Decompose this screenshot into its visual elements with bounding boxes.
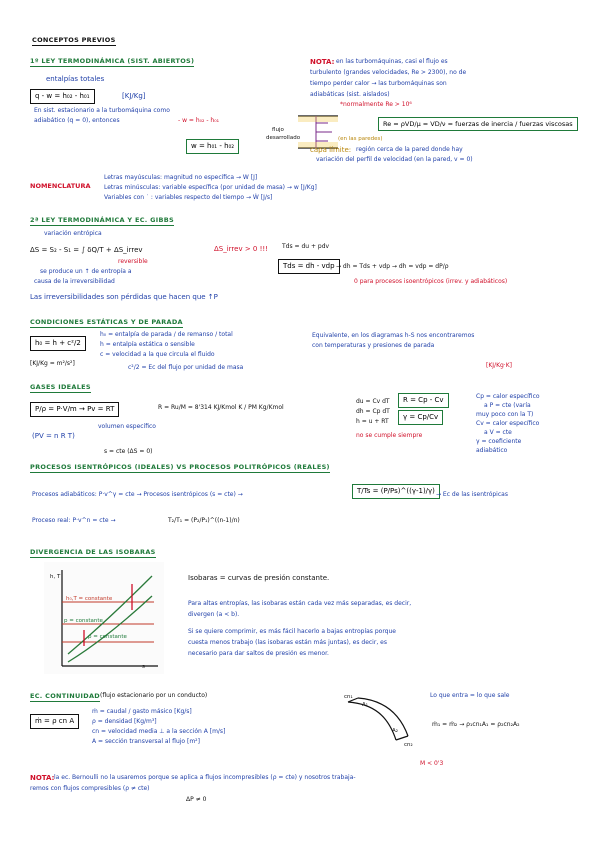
cp-2: a P = cte (varía: [484, 402, 531, 409]
no-cumple: no se cumple siempre: [356, 432, 423, 439]
diagram-xlabel: s: [142, 664, 145, 670]
normal-re: *normalmente Re > 10⁶: [340, 101, 412, 108]
capa-text-1: región cerca de la pared donde hay: [356, 146, 463, 153]
irrev-note-2: causa de la irreversibilidad: [34, 278, 115, 285]
s3-def-1: h₀ = entalpía de parada / de remanso / total: [100, 331, 233, 338]
cp-1: Cp = calor específico: [476, 393, 540, 400]
section-5-heading: PROCESOS ISENTRÓPICOS (IDEALES) VS PROCESOS POLITRÓPICOS (REALES): [30, 463, 330, 473]
cp-unit: [KJ/Kg·K]: [486, 362, 512, 369]
capa-label: capa límite:: [310, 146, 352, 154]
mach-limit: M < 0'3: [420, 760, 444, 767]
mass-balance-eq: ṁ₁ = ṁ₂ → ρ₁cn₁A₁ = ρ₂cn₂A₂: [432, 721, 520, 728]
isobaras-def: Isobaras = curvas de presión constante.: [188, 574, 330, 582]
dh-eq-ideal: dh = Cp dT: [356, 408, 390, 415]
continuity-eq: ṁ = ρ cn A: [30, 714, 79, 729]
adiabatic-process: Procesos adiabáticos: P·v^γ = cte → Procesos isentrópicos (s = cte) →: [32, 491, 243, 498]
nota-2-line-2: remos con flujos compresibles (ρ ≠ cte): [30, 785, 150, 792]
nota-label: NOTA:: [310, 58, 335, 66]
du-eq: du = Cv dT: [356, 398, 390, 405]
cont-def-4: A = sección transversal al flujo [m²]: [92, 738, 200, 745]
para-1: Para altas entropías, las isobaras están cada vez más separadas, es decir,: [188, 600, 412, 607]
si-3: necesario para dar saltos de presión es menor.: [188, 650, 329, 657]
cont-def-2: ρ = densidad [Kg/m³]: [92, 718, 157, 725]
desarrollado-label: desarrollado: [266, 135, 301, 141]
gamma-box: γ = Cp/Cv: [398, 410, 443, 425]
diagram-p-label: p = constante: [88, 634, 127, 640]
delta-p: ΔP ≠ 0: [186, 796, 207, 803]
entalpias-label: entalpías totales: [46, 75, 105, 83]
s1-note-1: En sist. estacionario a la turbomáquina como: [34, 107, 170, 114]
diagram-ylabel: h, T: [50, 574, 61, 580]
section-7-heading: EC. CONTINUIDAD: [30, 692, 100, 702]
reynolds-eq: Re = ρVD/μ = VD/ν = fuerzas de inercia / fuerzas viscosas: [378, 117, 578, 131]
section-6-heading: DIVERGENCIA DE LAS ISOBARAS: [30, 548, 156, 558]
section-4-heading: GASES IDEALES: [30, 383, 91, 393]
tds-eq-2: Tds = dh - vdp: [278, 259, 340, 274]
s1-note-2: adiabático (q = 0), entonces: [34, 117, 120, 124]
diagram-p-label-2: p = constante: [64, 618, 103, 624]
pipe-profile-diagram: [298, 114, 338, 150]
dh-eq: → dh = Tds + vdp → dh = vdp = dP/ρ: [336, 263, 449, 270]
hs-diagram: [44, 562, 164, 674]
ds-irrev-positive: ΔS_irrev > 0 !!!: [214, 245, 269, 253]
loque-entra: Lo que entra = lo que sale: [430, 692, 510, 699]
cp-3: muy poco con la T): [476, 411, 534, 418]
nota-2-line-1: la ec. Bernoulli no la usaremos porque se aplica a flujos incompresibles (ρ = cte) y nosotros trabaja-: [54, 774, 356, 781]
continuity-sub: (flujo estacionario por un conducto): [100, 692, 208, 699]
nota-line-1: en las turbomáquinas, casi el flujo es: [336, 58, 448, 65]
nomen-line-2: Letras minúsculas: variable específica (por unidad de masa) → w [J/Kg]: [104, 184, 317, 191]
s1-minus-eq: - w = h₀₂ - h₀₁: [178, 117, 220, 124]
s3-def-3: c = velocidad a la que circula el fluido: [100, 351, 215, 358]
paredes-label: (en las paredes): [338, 136, 383, 142]
section-2-heading: 2ª LEY TERMODINÁMICA Y EC. GIBBS: [30, 216, 174, 226]
para-2: divergen (a < b).: [188, 611, 240, 618]
r-cp-cv-box: R = Cp - Cv: [398, 393, 449, 408]
reversible-label: reversible: [118, 258, 148, 265]
page-title: CONCEPTOS PREVIOS: [32, 36, 116, 46]
si-2: cuesta menos trabajo (las isobaras están más juntas), es decir, es: [188, 639, 387, 646]
nota-line-4: adiabáticas (sist. aislados): [310, 91, 390, 98]
variacion-label: variación entrópica: [44, 230, 102, 237]
s3-def-4: c²/2 = Ec del flujo por unidad de masa: [128, 364, 244, 371]
stagnation-eq: h₀ = h + c²/2: [30, 336, 86, 351]
isentropic-zero-note: 0 para procesos isoentrópicos (irrev. y adiabáticos): [354, 278, 508, 285]
r-eq: R = Ru/M = 8'314 KJ/Kmol K / PM Kg/Kmol: [158, 404, 284, 411]
nota-line-3: tiempo perder calor → las turbomáquinas son: [310, 80, 447, 87]
nota-2-label: NOTA:: [30, 774, 55, 782]
nota-line-2: turbulento (grandes velocidades, Re > 2300), no de: [310, 69, 467, 76]
isentropic-eq: T/Ts = (P/Ps)^((γ-1)/γ): [352, 484, 440, 499]
entropy-eq: ΔS = S₂ - S₁ = ∫ δQ/T + ΔS_irrev: [30, 246, 143, 254]
cont-def-3: cn = velocidad media ⊥ a la sección A [m/s]: [92, 728, 226, 735]
h-eq: h = u + RT: [356, 418, 389, 425]
equiv-1: Equivalente, en los diagramas h-S nos encontraremos: [312, 332, 475, 339]
duct-cn2: cn₂: [404, 742, 413, 748]
duct-diagram: [344, 696, 414, 746]
isentropic-end: → Ec de las isentrópicas: [436, 491, 508, 498]
equiv-2: con temperaturas y presiones de parada: [312, 342, 435, 349]
cv-1: Cv = calor específico: [476, 420, 540, 427]
gamma-2: adiabático: [476, 447, 508, 454]
first-law-eq: q - w = h₀₂ - h₀₁: [30, 89, 95, 104]
section-1-heading: 1º LEY TERMODINÁMICA (SIST. ABIERTOS): [30, 57, 194, 67]
s-cte: s = cte (ΔS = 0): [104, 448, 153, 455]
cv-2: a V = cte: [484, 429, 512, 436]
work-boxed-eq: w = h₀₁ - h₀₂: [186, 139, 239, 154]
nomen-line-3: Variables con ˙ : variables respecto del tiempo → Ẇ [J/s]: [104, 194, 273, 201]
section-3-heading: CONDICIONES ESTÁTICAS Y DE PARADA: [30, 318, 183, 328]
tds-eq-1: Tds = du + pdv: [282, 243, 330, 250]
diagram-ho-label: h₀,T = constante: [66, 596, 113, 602]
ideal-gas-eq: P/ρ = P·V/m → Pv = RT: [30, 402, 119, 417]
nomen-heading: NOMENCLATURA: [30, 182, 91, 190]
capa-text-2: variación del perfil de velocidad (en la pared, v = 0): [316, 156, 473, 163]
cont-def-1: ṁ = caudal / gasto másico [Kg/s]: [92, 708, 192, 715]
si-1: Si se quiere comprimir, es más fácil hacerlo a bajas entropías porque: [188, 628, 396, 635]
gamma-1: γ = coeficiente: [476, 438, 522, 445]
polytropic-eq: T₂/T₁ = (P₂/P₁)^((n-1)/n): [168, 517, 240, 524]
duct-a2: A₂: [392, 728, 398, 734]
vol-especifico: volumen específico: [98, 423, 156, 430]
irrev-note-1: se produce un ↑ de entropía a: [40, 268, 132, 275]
first-law-unit: [KJ/Kg]: [122, 92, 146, 100]
pv-nrt: (PV = n R T): [32, 432, 75, 440]
s3-def-2: h = entalpía estática o sensible: [100, 341, 195, 348]
nomen-line-1: Letras mayúsculas: magnitud no específica → W [J]: [104, 174, 258, 181]
s3-units: [KJ/Kg = m²/s²]: [30, 360, 75, 367]
irrev-final: Las irreversibilidades son pérdidas que hacen que ↑P: [30, 293, 218, 301]
duct-cn1: cn₁: [344, 694, 353, 700]
flujo-label: flujo: [272, 127, 284, 133]
real-process: Proceso real: P·v^n = cte →: [32, 517, 116, 524]
duct-a1: A₁: [362, 702, 368, 708]
